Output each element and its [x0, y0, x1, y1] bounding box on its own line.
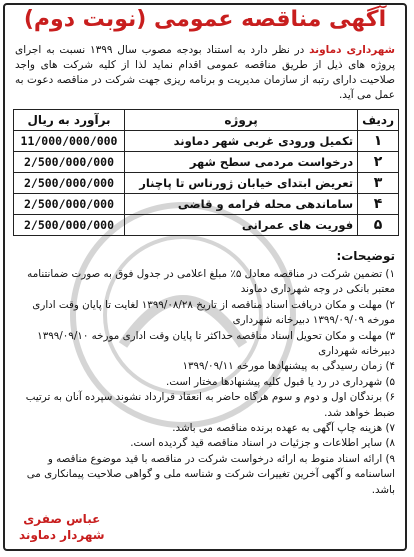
- note-item: ۲) مهلت و مکان دریافت اسناد مناقصه از تاریخ ۱۳۹۹/۰۸/۲۸ لغایت تا پایان وقت اداری مورخه ۱۳۹۹/۰۹/۰۹ دبیرخانه شهرداری: [32, 298, 395, 327]
- note-item: ۹) ارائه اسناد منوط به ارائه درخواست شرکت در مناقصه با قید موضوع مناقصه و اساسنامه و آگهی آخرین تغییرات شرکت و شناسه ملی و گواهی صلاحیت پیمانکاری می باشد.: [26, 452, 395, 496]
- table-header-row: [14, 110, 399, 131]
- intro-organization: شهرداری دماوند: [309, 44, 396, 56]
- notice-title: آگهی مناقصه عمومی (نوبت دوم): [23, 7, 387, 32]
- header-project: پروژه: [125, 110, 358, 131]
- table-row: [14, 152, 399, 173]
- row-number: ۱: [358, 131, 399, 152]
- note-item: ۶) برندگان اول و دوم و سوم هرگاه حاضر به انعقاد قرارداد نشوند سپرده آنان به ترتیب ضبط خواهد شد.: [25, 391, 395, 419]
- table-row: [14, 131, 399, 152]
- note-item: ۷) هزینه چاپ آگهی به عهده برنده مناقصه می باشد.: [172, 422, 395, 435]
- row-number: ۵: [358, 215, 399, 236]
- table-row: [14, 215, 399, 236]
- note-item: ۵) شهرداری در رد یا قبول کلیه پیشنهادها مختار است.: [166, 375, 395, 388]
- project-name: تعریض ابتدای خیابان ژورناس تا پاچنار: [125, 173, 358, 194]
- row-number: ۳: [358, 173, 399, 194]
- note-item: ۴) زمان رسیدگی به پیشنهادها مورخه ۱۳۹۹/۰۹/۱۱: [182, 360, 395, 373]
- notes-title: توضیحات:: [336, 249, 395, 263]
- table-row: [14, 173, 399, 194]
- header-estimate: برآورد به ریال: [14, 110, 125, 131]
- signature-block: [19, 511, 105, 543]
- header-row-number: ردیف: [358, 110, 399, 131]
- note-item: ۳) مهلت و مکان تحویل اسناد مناقصه حداکثر تا پایان وقت اداری مورخه ۱۳۹۹/۰۹/۱۰ دبیرخانه شهرداری: [37, 329, 395, 358]
- intro-paragraph: [15, 43, 395, 103]
- notice-frame: [3, 3, 407, 551]
- table-row: [14, 194, 399, 215]
- notes-list: [15, 267, 395, 498]
- project-amount: 2/500/000/000: [14, 215, 125, 236]
- project-amount: 2/500/000/000: [14, 173, 125, 194]
- project-name: فوریت های عمرانی: [125, 215, 358, 236]
- project-amount: 2/500/000/000: [14, 152, 125, 173]
- note-item: ۱) تضمین شرکت در مناقصه معادل ۵٪ مبلغ اعلامی در جدول فوق به صورت ضمانتنامه معتبر بانکی در وجه شهرداری دماوند: [27, 268, 395, 296]
- project-name: درخواست مردمی سطح شهر: [125, 152, 358, 173]
- project-name: ساماندهی محله فرامه و قاضی: [125, 194, 358, 215]
- note-item: ۸) سایر اطلاعات و جزئیات در اسناد مناقصه قید گردیده است.: [130, 437, 395, 450]
- row-number: ۴: [358, 194, 399, 215]
- project-name: تکمیل ورودی غربی شهر دماوند: [125, 131, 358, 152]
- project-amount: 11/000/000/000: [14, 131, 125, 152]
- intro-text: در نظر دارد به استناد بودجه مصوب سال ۱۳۹۹ نسبت به اجرای پروژه های ذیل از طریق مناقصه عمومی اقدام نماید لذا از کلیه شرکت های واجد صلاحیت دارای رتبه از سازمان مدیریت و برنامه ریزی جهت شرکت در مناقصه دعوت به عمل می آید.: [15, 44, 395, 101]
- signature-title: شهردار دماوند: [19, 528, 105, 542]
- projects-table: [13, 109, 399, 236]
- signature-name: عباس صفری: [23, 512, 101, 526]
- project-amount: 2/500/000/000: [14, 194, 125, 215]
- row-number: ۲: [358, 152, 399, 173]
